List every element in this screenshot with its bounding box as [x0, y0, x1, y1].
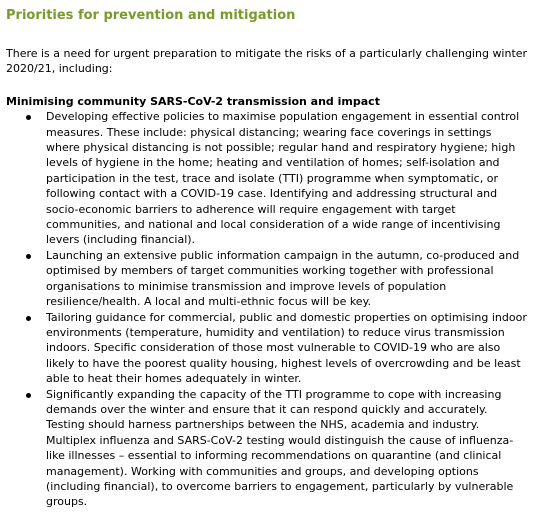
bullet-list: [6, 109, 530, 510]
bullet-text: Launching an extensive public information campaign in the autumn, co-produced and optimised by members of target communities working together with professional organisations to minimise transmission and improve levels of population resilience/health. A local and multi-ethnic focus will be key.: [46, 248, 520, 309]
bullet-dot-icon: [26, 115, 31, 120]
subsection-heading: Minimising community SARS-CoV-2 transmission and impact: [6, 94, 380, 108]
intro-paragraph: There is a need for urgent preparation to mitigate the risks of a particularly challenging winter 2020/21, including:: [6, 47, 528, 76]
bullet-text: Significantly expanding the capacity of the TTI programme to cope with increasing demands over the winter and ensure that it can respond quickly and accurately. Testing should harness partnerships between the NHS, academia and industry. Multiplex influenza and SARS-CoV-2 testing would distinguish the cause of influenza-like illnesses – essential to informing recommendations on quarantine (and clinical management). Working with communities and groups, and developing options (including financial), to overcome barriers to engagement, particularly by vulnerable groups.: [46, 387, 514, 509]
bullet-text: Tailoring guidance for commercial, public and domestic properties on optimising indoor environments (temperature, humidity and ventilation) to reduce virus transmission indoors. Specific consideration of those most vulnerable to COVID-19 who are also likely to have the poorest quality housing, highest levels of overcrowding and be least able to heat their homes adequately in winter.: [46, 310, 527, 386]
bullet-item-campaign: [6, 248, 530, 310]
bullet-item-policies: [6, 109, 530, 248]
bullet-dot-icon: [26, 254, 31, 259]
bullet-dot-icon: [26, 316, 31, 321]
bullet-item-guidance: [6, 310, 530, 387]
bullet-dot-icon: [26, 393, 31, 398]
section-heading: Priorities for prevention and mitigation: [6, 8, 296, 23]
bullet-text: Developing effective policies to maximise population engagement in essential control measures. These include: physical distancing; wearing face coverings in settings where physical distancing is not possible; regular hand and respiratory hygiene; high levels of hygiene in the home; heating and ventilation of homes; self-isolation and participation in the test, trace and isolate (TTI) programme when symptomatic, or following contact with a COVID-19 case. Identifying and addressing structural and socio-economic barriers to adherence will require engagement with target communities, and national and local consideration of a wide range of incentivising levers (including financial).: [46, 110, 520, 247]
bullet-item-tti: [6, 387, 530, 510]
